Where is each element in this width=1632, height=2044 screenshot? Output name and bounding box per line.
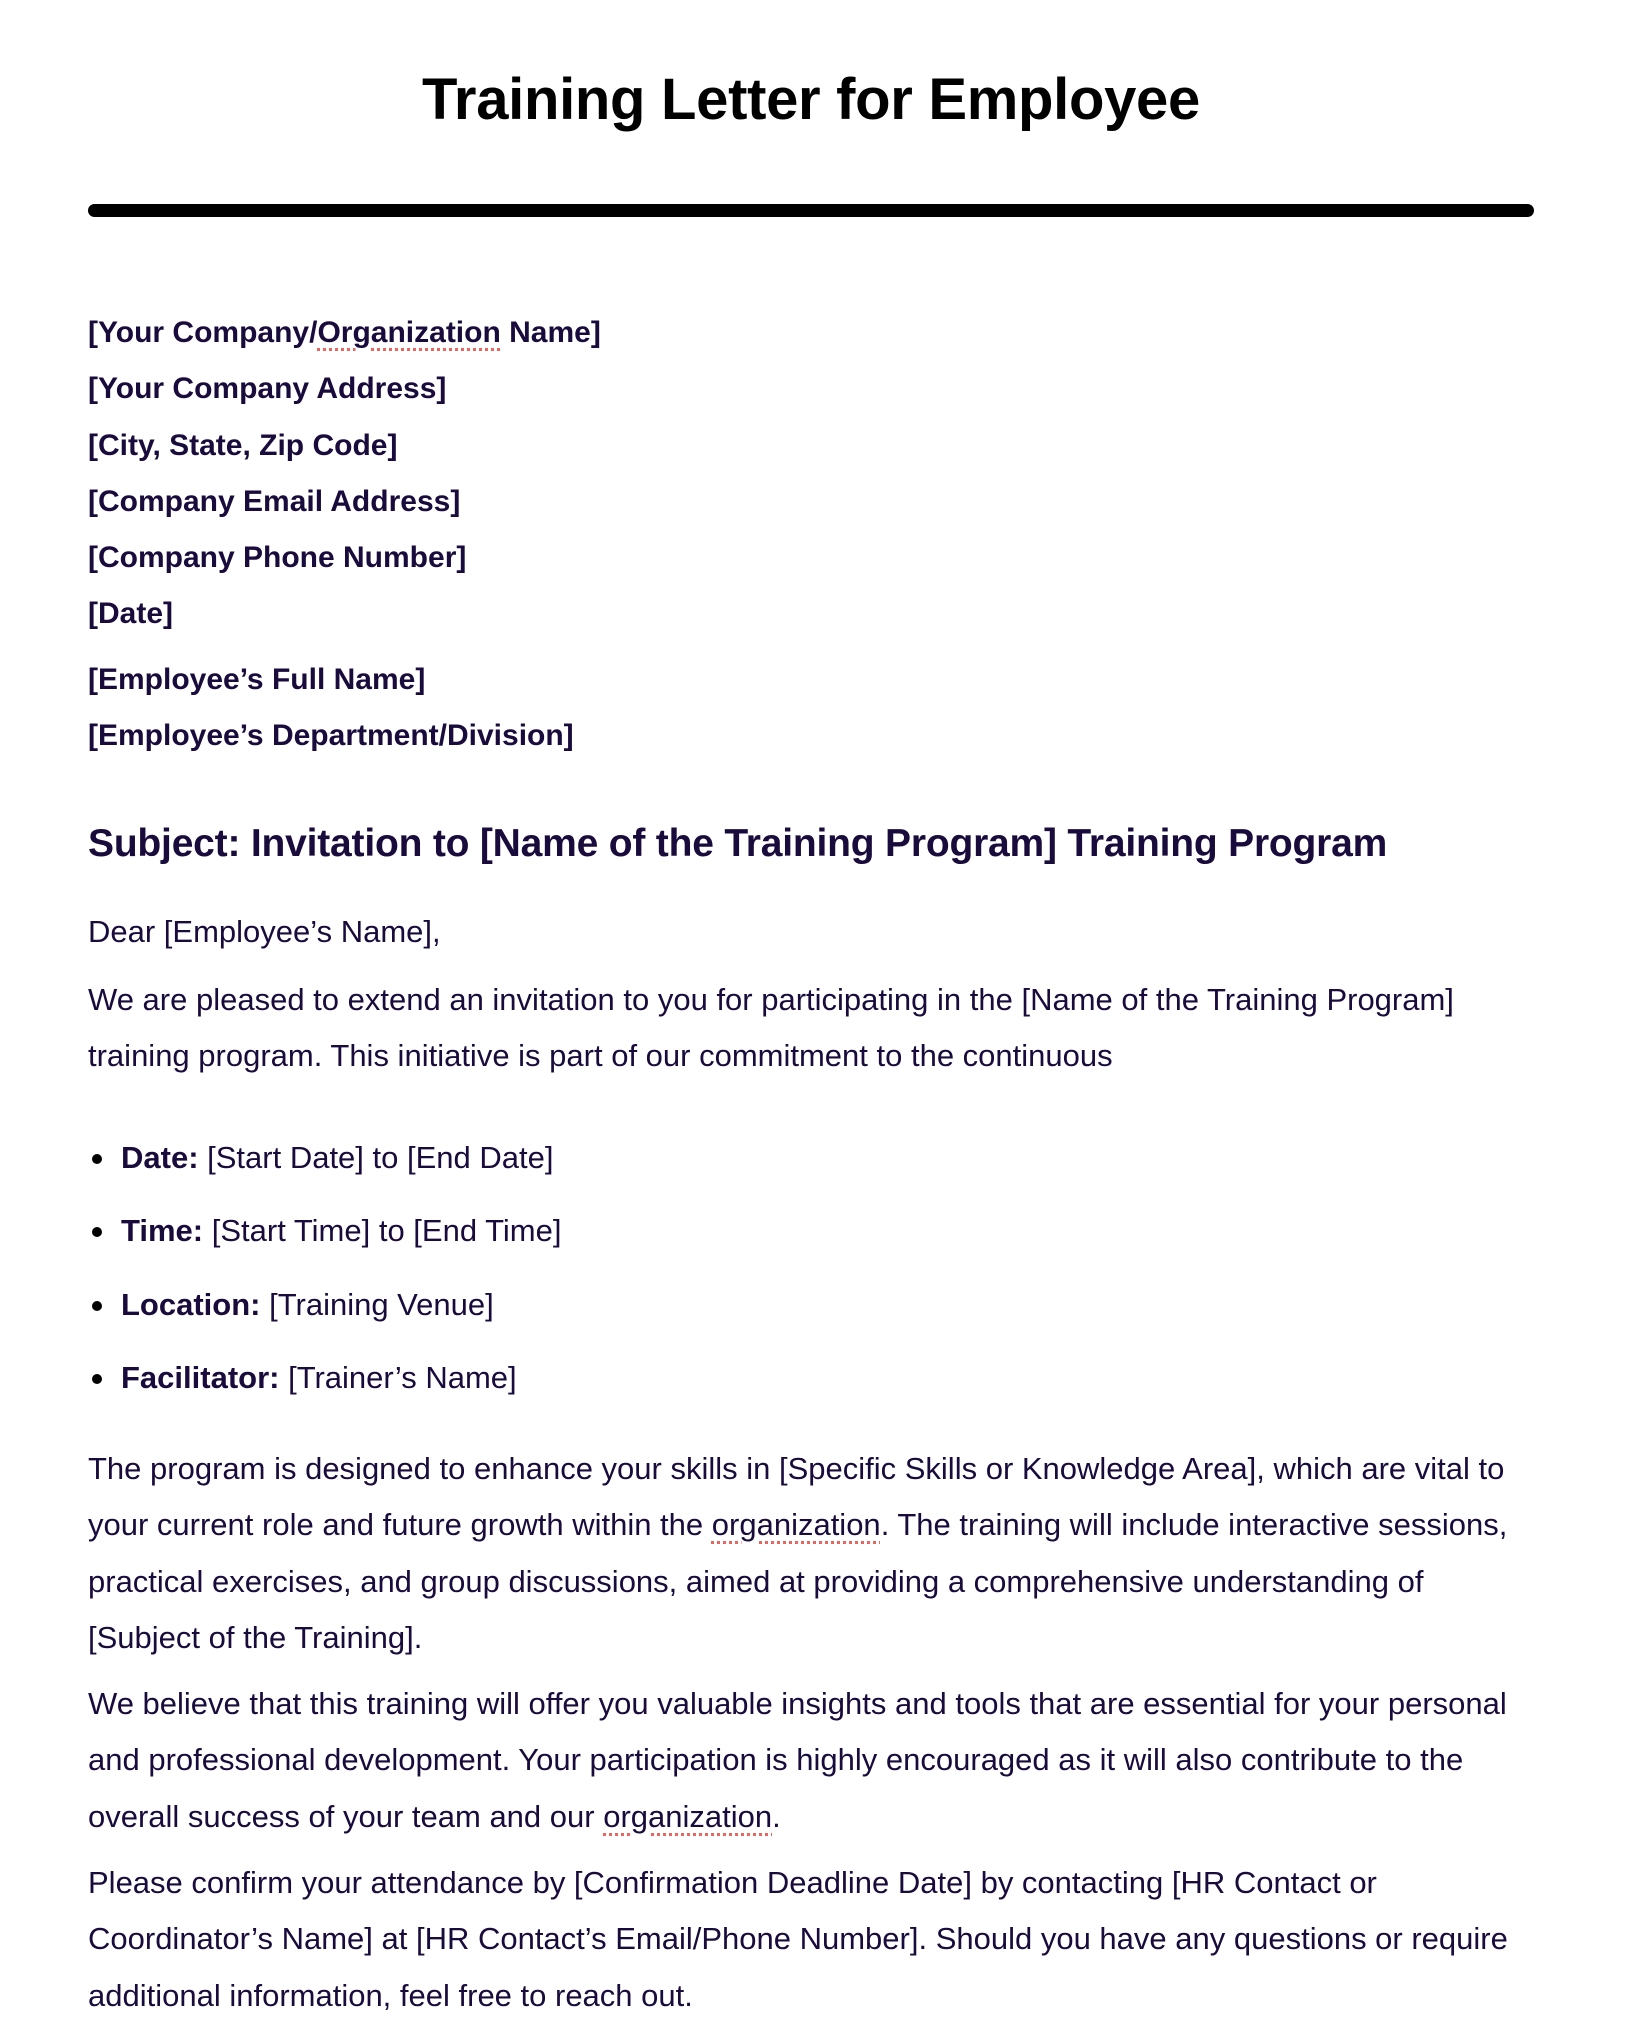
program-paragraph: The program is designed to enhance your skills in [Specific Skills or Knowledge Area], which are vital to your current role and future growth within the organization. The training will include interactive sessions, practical exercises, and group discussions, aimed at providing a comprehensive understanding of [Subject of the Training]. (88, 1451, 1508, 1655)
detail-label: Date: (121, 1140, 199, 1175)
confirmation-paragraph: Please confirm your attendance by [Confirmation Deadline Date] by contacting [HR Contact or Coordinator’s Name] at [HR Contact’s Email/Phone Number]. Should you have any questions or require additional information, feel free to reach out. (88, 1865, 1508, 2013)
detail-value: [Start Date] to [End Date] (198, 1140, 554, 1175)
recipient-block (88, 652, 574, 765)
bullet-icon (92, 1301, 102, 1311)
company-name: [Your Company/Organization Name] (88, 316, 601, 349)
detail-label: Facilitator: (121, 1359, 280, 1395)
company-phone: [Company Phone Number] (88, 541, 467, 575)
company-address: [Your Company Address] (88, 372, 447, 406)
detail-label: Time: (121, 1213, 204, 1249)
spellcheck-flagged-word[interactable]: organization (711, 1507, 881, 1543)
detail-value: [Trainer’s Name] (279, 1359, 517, 1395)
employee-department: [Employee’s Department/Division] (88, 719, 574, 753)
detail-value: [Training Venue] (260, 1286, 494, 1322)
subject-heading: Subject: Invitation to [Name of the Training Program] Training Program (88, 822, 1388, 865)
document-title: Training Letter for Employee (422, 67, 1200, 132)
bullet-icon (92, 1374, 102, 1384)
benefits-paragraph: We believe that this training will offer you valuable insights and tools that are essential for your personal and professional development. Your participation is highly encouraged as it will also contribute to the overall success of your team and our organization. (88, 1686, 1507, 1834)
detail-date (88, 1130, 561, 1203)
spellcheck-flagged-word[interactable]: organization (603, 1798, 773, 1834)
bullet-icon (92, 1227, 102, 1237)
intro-paragraph: We are pleased to extend an invitation to you for participating in the [Name of the Training Program] training program. This initiative is part of our commitment to the continuous (88, 982, 1454, 1074)
bullet-icon (92, 1154, 102, 1164)
company-city-state-zip: [City, State, Zip Code] (88, 428, 398, 462)
detail-location (88, 1277, 561, 1350)
title-divider (88, 204, 1534, 217)
detail-label: Location: (121, 1286, 261, 1322)
detail-facilitator (88, 1350, 561, 1423)
sender-address-block (88, 305, 601, 643)
detail-time (88, 1203, 561, 1276)
detail-value: [Start Time] to [End Time] (203, 1213, 562, 1249)
employee-full-name: [Employee’s Full Name] (88, 663, 426, 696)
company-email: [Company Email Address] (88, 484, 461, 518)
training-details-list (88, 1130, 561, 1423)
greeting: Dear [Employee’s Name], (88, 914, 441, 949)
spellcheck-flagged-word[interactable]: Organization (317, 316, 501, 349)
letter-date: [Date] (88, 597, 174, 631)
